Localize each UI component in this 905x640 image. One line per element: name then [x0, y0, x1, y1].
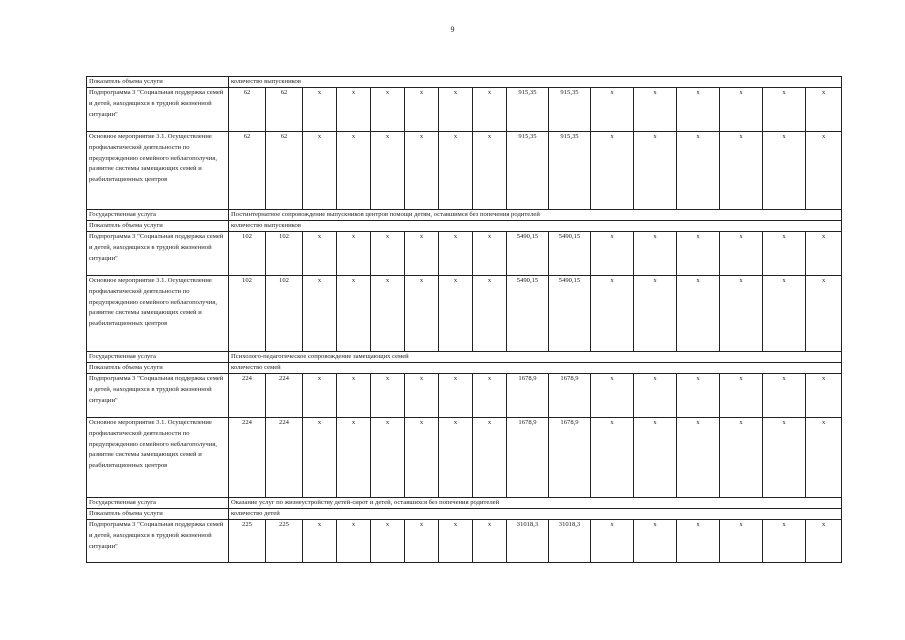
row-name: Подпрограмма 3 "Социальная поддержка семей и детей, находящихся в трудной жизненной ситуации" — [87, 232, 229, 276]
empty-marker-cell: х — [473, 418, 507, 498]
empty-marker-cell: х — [634, 276, 677, 352]
section-label: Государственная услуга — [87, 498, 229, 509]
empty-marker-cell: х — [677, 232, 720, 276]
empty-marker-cell: х — [677, 520, 720, 563]
value-cell: 5490,15 — [507, 232, 549, 276]
empty-marker-cell: х — [591, 276, 634, 352]
value-cell: 224 — [229, 374, 266, 418]
empty-marker-cell: х — [405, 232, 439, 276]
section-label: Государственная услуга — [87, 210, 229, 221]
empty-marker-cell: х — [371, 374, 405, 418]
empty-marker-cell: х — [720, 132, 763, 210]
value-cell: 62 — [266, 88, 303, 132]
empty-marker-cell: х — [763, 88, 806, 132]
value-cell: 915,35 — [507, 132, 549, 210]
section-label: Показатель объема услуги — [87, 221, 229, 232]
section-value: количество детей — [229, 509, 842, 520]
empty-marker-cell: х — [677, 88, 720, 132]
empty-marker-cell: х — [405, 276, 439, 352]
empty-marker-cell: х — [634, 88, 677, 132]
table-row — [87, 276, 842, 352]
table-section-row — [87, 498, 842, 509]
empty-marker-cell: х — [303, 418, 337, 498]
empty-marker-cell: х — [405, 520, 439, 563]
table-section-row — [87, 363, 842, 374]
value-cell: 1678,9 — [507, 374, 549, 418]
empty-marker-cell: х — [591, 520, 634, 563]
empty-marker-cell: х — [677, 418, 720, 498]
table-row — [87, 88, 842, 132]
empty-marker-cell: х — [677, 276, 720, 352]
empty-marker-cell: х — [763, 232, 806, 276]
empty-marker-cell: х — [806, 520, 842, 563]
empty-marker-cell: х — [303, 88, 337, 132]
empty-marker-cell: х — [303, 276, 337, 352]
value-cell: 102 — [266, 276, 303, 352]
empty-marker-cell: х — [634, 232, 677, 276]
value-cell: 915,35 — [507, 88, 549, 132]
empty-marker-cell: х — [677, 374, 720, 418]
value-cell: 31018,3 — [549, 520, 591, 563]
empty-marker-cell: х — [763, 418, 806, 498]
budget-table — [86, 76, 842, 563]
section-label: Показатель объема услуги — [87, 77, 229, 88]
value-cell: 224 — [266, 374, 303, 418]
section-value: Оказание услуг по жизнеустройству детей-сирот и детей, оставшихся без попечения родителей — [229, 498, 842, 509]
table-section-row — [87, 210, 842, 221]
empty-marker-cell: х — [371, 232, 405, 276]
row-name: Основное мероприятие 3.1. Осуществление профилактической деятельности по предупреждению семейного неблагополучия, развитие системы замещающих семей и реабилитационных центров — [87, 418, 229, 498]
empty-marker-cell: х — [371, 88, 405, 132]
empty-marker-cell: х — [337, 418, 371, 498]
value-cell: 1678,9 — [549, 374, 591, 418]
empty-marker-cell: х — [439, 88, 473, 132]
table-row — [87, 374, 842, 418]
empty-marker-cell: х — [720, 418, 763, 498]
empty-marker-cell: х — [763, 374, 806, 418]
table-section-row — [87, 352, 842, 363]
empty-marker-cell: х — [763, 132, 806, 210]
empty-marker-cell: х — [591, 132, 634, 210]
value-cell: 5490,15 — [549, 232, 591, 276]
table-row — [87, 232, 842, 276]
empty-marker-cell: х — [473, 276, 507, 352]
empty-marker-cell: х — [634, 520, 677, 563]
empty-marker-cell: х — [473, 232, 507, 276]
empty-marker-cell: х — [720, 276, 763, 352]
empty-marker-cell: х — [720, 520, 763, 563]
section-label: Государственная услуга — [87, 352, 229, 363]
value-cell: 62 — [229, 132, 266, 210]
empty-marker-cell: х — [439, 232, 473, 276]
value-cell: 5490,15 — [549, 276, 591, 352]
section-value: количество семей — [229, 363, 842, 374]
empty-marker-cell: х — [720, 374, 763, 418]
empty-marker-cell: х — [405, 418, 439, 498]
row-name: Подпрограмма 3 "Социальная поддержка семей и детей, находящихся в трудной жизненной ситуации" — [87, 374, 229, 418]
empty-marker-cell: х — [591, 88, 634, 132]
value-cell: 102 — [266, 232, 303, 276]
empty-marker-cell: х — [439, 520, 473, 563]
section-label: Показатель объема услуги — [87, 363, 229, 374]
empty-marker-cell: х — [337, 374, 371, 418]
empty-marker-cell: х — [473, 374, 507, 418]
value-cell: 224 — [229, 418, 266, 498]
empty-marker-cell: х — [371, 132, 405, 210]
section-value: Постинтернатное сопровождение выпускников центров помощи детям, оставшимся без попечения родителей — [229, 210, 842, 221]
row-name: Основное мероприятие 3.1. Осуществление профилактической деятельности по предупреждению семейного неблагополучия, развитие системы замещающих семей и реабилитационных центров — [87, 132, 229, 210]
empty-marker-cell: х — [439, 374, 473, 418]
empty-marker-cell: х — [806, 418, 842, 498]
value-cell: 31018,3 — [507, 520, 549, 563]
empty-marker-cell: х — [763, 276, 806, 352]
empty-marker-cell: х — [371, 520, 405, 563]
empty-marker-cell: х — [337, 132, 371, 210]
empty-marker-cell: х — [439, 132, 473, 210]
empty-marker-cell: х — [720, 232, 763, 276]
table-section-row — [87, 509, 842, 520]
empty-marker-cell: х — [763, 520, 806, 563]
empty-marker-cell: х — [473, 132, 507, 210]
value-cell: 915,35 — [549, 88, 591, 132]
value-cell: 1678,9 — [507, 418, 549, 498]
empty-marker-cell: х — [337, 232, 371, 276]
empty-marker-cell: х — [634, 418, 677, 498]
page-number: 9 — [450, 25, 455, 34]
empty-marker-cell: х — [439, 418, 473, 498]
row-name: Подпрограмма 3 "Социальная поддержка семей и детей, находящихся в трудной жизненной ситуации" — [87, 88, 229, 132]
empty-marker-cell: х — [371, 418, 405, 498]
empty-marker-cell: х — [806, 132, 842, 210]
empty-marker-cell: х — [591, 374, 634, 418]
table-section-row — [87, 221, 842, 232]
value-cell: 102 — [229, 276, 266, 352]
empty-marker-cell: х — [303, 132, 337, 210]
value-cell: 102 — [229, 232, 266, 276]
value-cell: 915,35 — [549, 132, 591, 210]
empty-marker-cell: х — [677, 132, 720, 210]
value-cell: 225 — [266, 520, 303, 563]
section-value: количество выпускников — [229, 221, 842, 232]
section-value: Психолого-педагогическое сопровождение замещающих семей — [229, 352, 842, 363]
empty-marker-cell: х — [337, 520, 371, 563]
table-row — [87, 132, 842, 210]
empty-marker-cell: х — [806, 276, 842, 352]
empty-marker-cell: х — [591, 418, 634, 498]
empty-marker-cell: х — [473, 88, 507, 132]
empty-marker-cell: х — [405, 374, 439, 418]
value-cell: 5490,15 — [507, 276, 549, 352]
empty-marker-cell: х — [806, 232, 842, 276]
empty-marker-cell: х — [591, 232, 634, 276]
value-cell: 225 — [229, 520, 266, 563]
empty-marker-cell: х — [337, 276, 371, 352]
row-name: Подпрограмма 3 "Социальная поддержка семей и детей, находящихся в трудной жизненной ситуации" — [87, 520, 229, 563]
section-value: количество выпускников — [229, 77, 842, 88]
empty-marker-cell: х — [634, 374, 677, 418]
empty-marker-cell: х — [405, 132, 439, 210]
empty-marker-cell: х — [371, 276, 405, 352]
empty-marker-cell: х — [303, 232, 337, 276]
value-cell: 1678,9 — [549, 418, 591, 498]
empty-marker-cell: х — [720, 88, 763, 132]
value-cell: 62 — [266, 132, 303, 210]
empty-marker-cell: х — [806, 88, 842, 132]
empty-marker-cell: х — [806, 374, 842, 418]
empty-marker-cell: х — [303, 374, 337, 418]
table-section-row — [87, 77, 842, 88]
table-row — [87, 520, 842, 563]
value-cell: 62 — [229, 88, 266, 132]
table-row — [87, 418, 842, 498]
section-label: Показатель объема услуги — [87, 509, 229, 520]
value-cell: 224 — [266, 418, 303, 498]
empty-marker-cell: х — [439, 276, 473, 352]
empty-marker-cell: х — [405, 88, 439, 132]
empty-marker-cell: х — [337, 88, 371, 132]
empty-marker-cell: х — [473, 520, 507, 563]
row-name: Основное мероприятие 3.1. Осуществление профилактической деятельности по предупреждению семейного неблагополучия, развитие системы замещающих семей и реабилитационных центров — [87, 276, 229, 352]
empty-marker-cell: х — [634, 132, 677, 210]
empty-marker-cell: х — [303, 520, 337, 563]
